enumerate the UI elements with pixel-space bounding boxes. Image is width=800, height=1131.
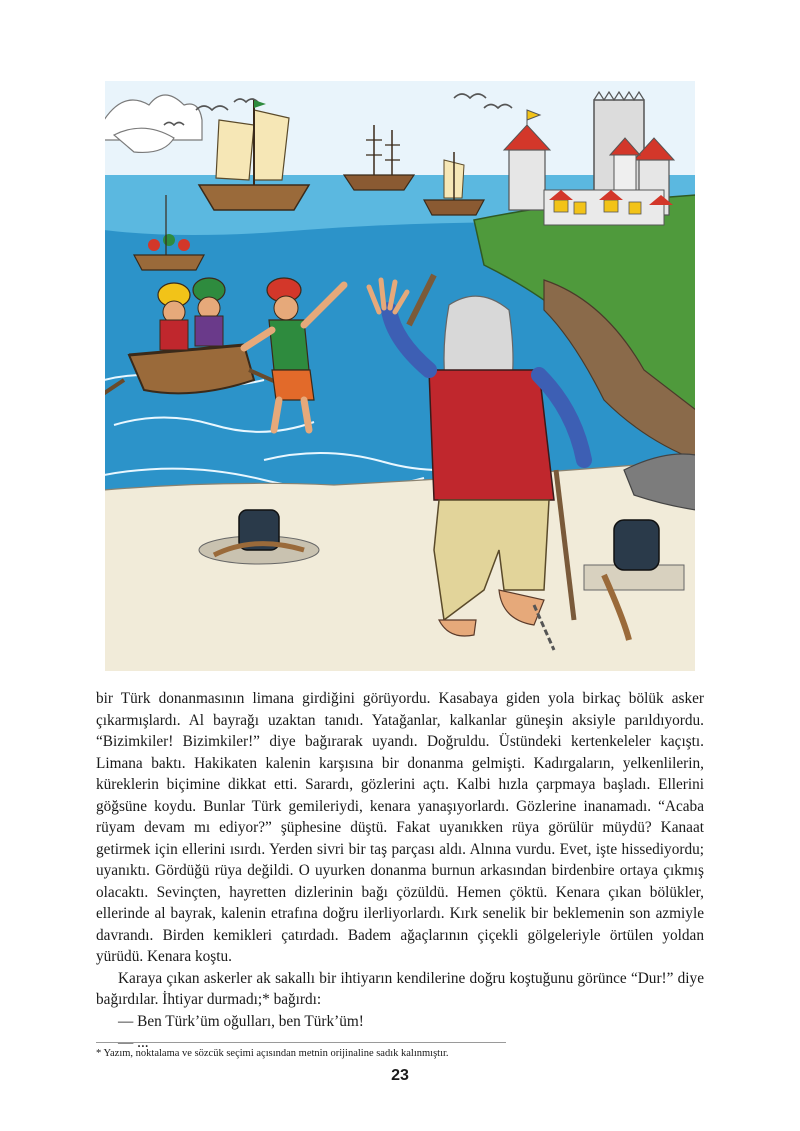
dialogue-line: — Ben Türk’üm oğulları, ben Türk’üm! xyxy=(118,1012,364,1030)
page-number: 23 xyxy=(391,1067,409,1084)
paragraph: bir Türk donanmasının limana girdiğini görüyordu. Kasabaya giden yola birkaç bölük asker çıkarmışlardı. Al bayrağı uzaktan tanıdı. Yatağanlar, kalkanlar güneşin aksiyle parıldıyordu. “Bizimkiler! Bizimkiler!” diye bağırarak uyandı. Doğruldu. Üstündeki kertenkeleler kaçıştı. Limana baktı. Hakikaten kalenin karşısına bir donanma gelmişti. Kadırgaların, yelkenlilerin, küreklerin biçimine dikkat etti. Sarardı, gözlerini açtı. Kalbi hızla çarpmaya başladı. Ellerini göğsüne koydu. Bunlar Türk gemileriydi, kenara yanaşıyorlardı. Gözlerine inanamadı. “Acaba rüyam devam mı ediyor?” şüphesine düştü. Fakat uyanıkken rüya görülür müydü? Kanaat getirmek için ellerini ısırdı. Yerden sivri bir taş parçası aldı. Alnına vurdu. Evet, işte hissediyordu; uyanıktı. Gördüğü rüya değildi. O uyurken donanma burnun arkasından birdenbire ortaya çıkmış olacaktı. Sevinçten, hayretten dizlerinin bağı çözüldü. Hemen çöktü. Kenara çıkan bölükler, ellerinde al bayrak, kalenin etrafına doğru ilerliyorlardı. Kırk senelik bir beklemenin son azmiyle davrandı. Birden kemikleri çatırdadı. Badem ağaçlarının çiçekli gölgeleriyle örtülen yoldan yürüdü. Kenara koştu. xyxy=(96,690,704,965)
footnote: * Yazım, noktalama ve sözcük seçimi açısından metnin orijinaline sadık kalınmıştır. xyxy=(96,1048,449,1059)
illustration-svg xyxy=(104,80,696,672)
footnote-divider xyxy=(96,1042,506,1043)
dialogue-line: — ... xyxy=(118,1034,149,1051)
story-text xyxy=(96,688,704,1054)
paragraph: Karaya çıkan askerler ak sakallı bir ihtiyarın kendilerine doğru koştuğunu görünce “Dur!” diye bağırdılar. İhtiyar durmadı;* bağırdı: xyxy=(96,969,704,1008)
story-illustration xyxy=(104,80,696,672)
